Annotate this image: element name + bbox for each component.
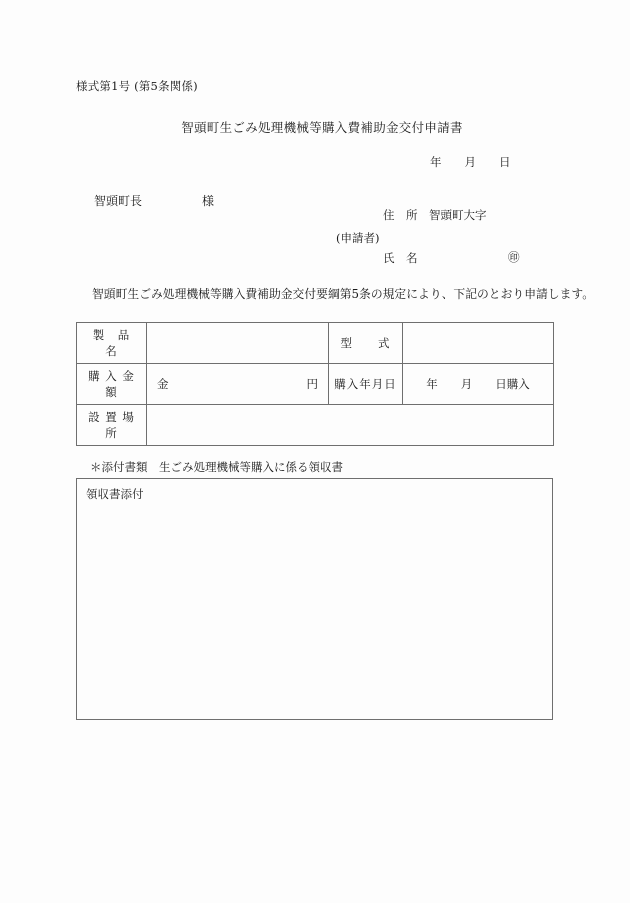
applicant-name-line: 氏 名 <box>383 251 418 265</box>
install-location-value[interactable] <box>147 405 554 446</box>
applicant-address-line: 住 所 智頭町大字 <box>383 208 487 222</box>
table-row <box>77 323 554 364</box>
document-title: 智頭町生ごみ処理機械等購入費補助金交付申請書 <box>181 120 463 135</box>
seal-icon: ㊞ <box>508 250 520 264</box>
table-row <box>77 405 554 446</box>
product-name-label: 製 品 名 <box>77 323 147 364</box>
receipt-attachment-box[interactable] <box>76 478 553 720</box>
date-line: 年 月 日 <box>430 155 511 169</box>
install-location-label: 設 置 場 所 <box>77 405 147 446</box>
model-type-label: 型 式 <box>329 323 403 364</box>
purchase-date-label: 購入年月日 <box>329 364 403 405</box>
purchase-amount-value[interactable] <box>147 364 329 405</box>
addressee-line: 智頭町長 様 <box>94 194 215 208</box>
table-row <box>77 364 554 405</box>
applicant-label: (申請者) <box>336 231 380 245</box>
attachment-note: ＊添付書類 生ごみ処理機械等購入に係る領収書 <box>90 460 343 474</box>
currency-suffix: 円 <box>306 377 318 391</box>
product-name-value[interactable] <box>147 323 329 364</box>
body-paragraph-text: 智頭町生ごみ処理機械等購入費補助金交付要綱第5条の規定により、下記のとおり申請します。 <box>92 287 595 301</box>
purchase-date-value[interactable]: 年 月 日購入 <box>403 364 554 405</box>
currency-prefix: 金 <box>157 377 169 391</box>
body-paragraph <box>76 285 595 304</box>
model-type-value[interactable] <box>403 323 554 364</box>
form-number: 様式第1号 (第5条関係) <box>76 79 198 93</box>
purchase-amount-label: 購 入 金 額 <box>77 364 147 405</box>
application-details-table <box>76 322 554 446</box>
receipt-box-label: 領収書添付 <box>86 487 144 501</box>
